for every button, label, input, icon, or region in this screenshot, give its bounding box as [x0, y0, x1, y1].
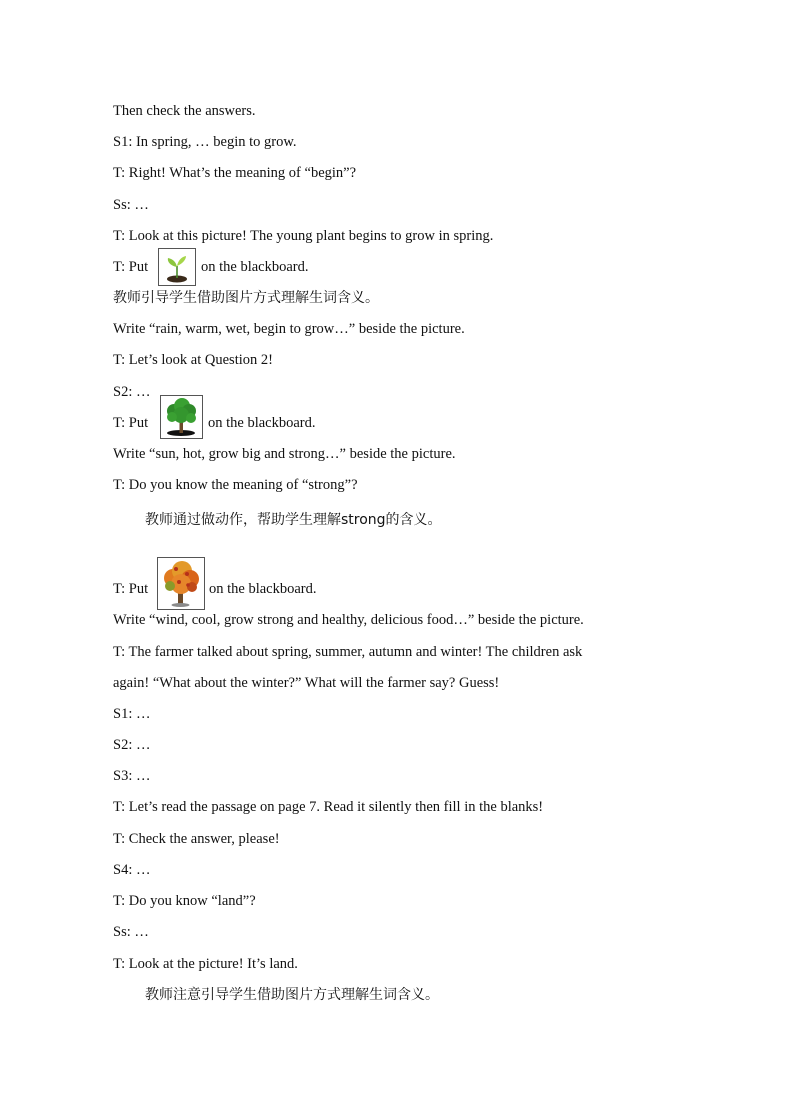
- put-line-prefix: T: Put: [113, 259, 149, 275]
- text-line: T: Right! What’s the meaning of “begin”?: [113, 165, 357, 181]
- chinese-note: 教师注意引导学生借助图片方式理解生词含义。: [145, 987, 439, 1003]
- put-line-suffix: on the blackboard.: [208, 415, 316, 431]
- green-tree-icon: [160, 395, 203, 439]
- text-line: again! “What about the winter?” What will the farmer say? Guess!: [113, 675, 500, 691]
- text-line: S4: …: [113, 862, 151, 878]
- text-line: T: The farmer talked about spring, summer, autumn and winter! The children ask: [113, 644, 583, 660]
- text-line: Write “rain, warm, wet, begin to grow…” beside the picture.: [113, 321, 465, 337]
- text-line: T: Look at this picture! The young plant begins to grow in spring.: [113, 228, 494, 244]
- text-line: Write “sun, hot, grow big and strong…” beside the picture.: [113, 446, 456, 462]
- text-line: Ss: …: [113, 197, 149, 213]
- text-line: Ss: …: [113, 924, 149, 940]
- text-line: T: Do you know the meaning of “strong”?: [113, 477, 358, 493]
- chinese-note: 教师引导学生借助图片方式理解生词含义。: [113, 290, 379, 306]
- text-line: S3: …: [113, 768, 151, 784]
- put-line-suffix: on the blackboard.: [201, 259, 309, 275]
- text-line: T: Check the answer, please!: [113, 831, 280, 847]
- put-line-suffix: on the blackboard.: [209, 581, 317, 597]
- text-line: S2: …: [113, 737, 151, 753]
- chinese-note: 教师通过做动作，帮助学生理解strong的含义。: [145, 512, 442, 528]
- put-line-prefix: T: Put: [113, 581, 149, 597]
- text-line: Write “wind, cool, grow strong and healthy, delicious food…” beside the picture.: [113, 612, 584, 628]
- text-line: T: Look at the picture! It’s land.: [113, 956, 298, 972]
- put-line-prefix: T: Put: [113, 415, 149, 431]
- autumn-tree-icon: [157, 557, 205, 610]
- sprout-icon: [158, 248, 196, 286]
- text-line: S1: …: [113, 706, 151, 722]
- text-line: T: Let’s read the passage on page 7. Read it silently then fill in the blanks!: [113, 799, 544, 815]
- text-line: Then check the answers.: [113, 103, 256, 119]
- text-line: S1: In spring, … begin to grow.: [113, 134, 297, 150]
- text-line: T: Let’s look at Question 2!: [113, 352, 273, 368]
- text-line: S2: …: [113, 384, 151, 400]
- text-line: T: Do you know “land”?: [113, 893, 256, 909]
